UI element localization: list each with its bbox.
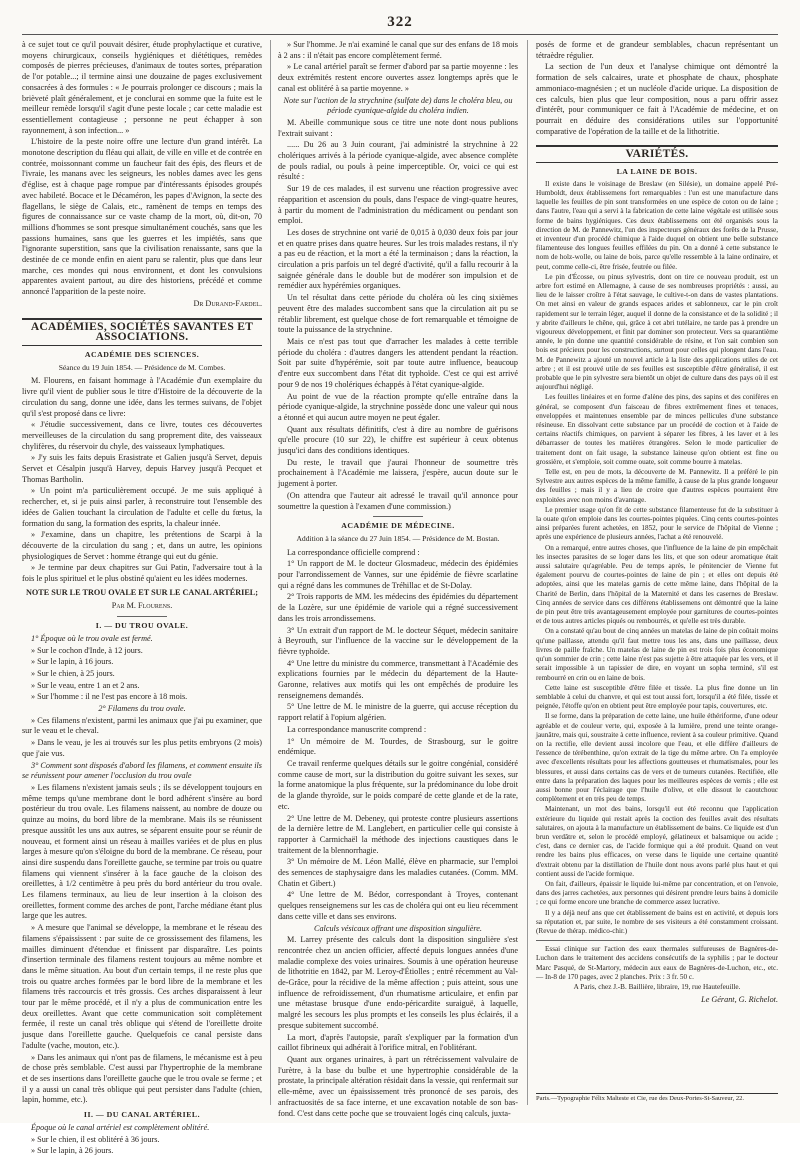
paragraph: » Le canal artériel paraît se fermer d'abord par sa partie moyenne : les deux extrémités restent encore ouvertes assez longtemps après que le canal est oblitéré à sa partie moyenne. » (278, 62, 518, 93)
paragraph: (On attendra que l'auteur ait adressé le travail qu'il annonce pour soumettre la question à l'examen d'une commission.) (278, 490, 518, 511)
divider (536, 940, 778, 941)
paragraph: Quant aux résultats définitifs, c'est à dire au nombre de guérisons qu'elle procure (10 sur 22), le chiffre est supérieur à ceux obtenus jusqu'ici dans des conditions identiques. (278, 424, 518, 456)
subsection-title: I. — DU TROU OVALE. (95, 621, 189, 631)
paragraph: » Les filamens n'existent jamais seuls ; ils se développent toujours en même temps qu'une membrane dont le bord adhérent s'insère au bord postérieur du trou ovale. Les filamens naissent, au nombre de douze ou quinze au moins, du bord libre de la membrane. Mais ils se réunissent presque aussitôt les uns aux autres, se séparent ensuite pour se réunir de nouveau, et forment ainsi un réseau à mailles variées et de plus en plus larges à mesure qu'on s'éloigne du bord de la membrane. Ce réseau, pour ainsi dire suspendu dans l'oreillette gauche, se termine par trois ou quatre filamens qui viennent s'insérer à la face gauche de la cloison des oreillettes, à 1/2 centimètre à peu près du bord antérieur du trou ovale. Les filamens terminaux, au lieu de leur insertion à la cloison des oreillettes, forment comme des arches de pont, l'arche médiane étant plus large que les autres. (22, 783, 262, 921)
paragraph: » A mesure que l'animal se développe, la membrane et le réseau des filamens s'épaississent : par suite de ce grossissement des filamens, les mailles diminuent d'étendue et finissent par disparaître. Les points d'insertion terminale des filamens restent toujours au même nombre et dans le même situation. Au bout d'un certain temps, il ne reste plus que trois ou quatre arches formées par le bord libre de la membrane et les filamens très raccourcis et très grossis. Ces arches disparaissent à leur tour par le même procédé, et il n'y a plus de communication entre les deux oreillettes. Avant que cette communication soit complètement fermée, il reste un canal très oblique qui s'étend de l'oreillette droite jusque dans l'oreillette gauche. Quelquefois ce canal persiste dans l'adulte (vache, mouton, etc.). (22, 923, 262, 1050)
paragraph: 1° Un mémoire de M. Tourdes, de Strasbourg, sur le goitre endémique. (278, 736, 518, 757)
paragraph: La correspondance manuscrite comprend : (287, 724, 427, 734)
paragraph: » Un point m'a particulièrement occupé. Je me suis appliqué à rechercher, et, si je puis ainsi parler, à reconstruire tout l'ensemble des idées de Galien touchant la circulation de l'adulte et celle du fœtus, la formation du sang, la formation des esprits, la chaleur innée. (22, 486, 262, 528)
paragraph: Maintenant, un mot des bains, lorsqu'il eut été reconnu que l'application extérieure du liquide qui restait après la coction des feuilles avait des résultats salutaires, on ajouta à la manufacture un établissement de bains. Ce liquide est d'un brun verdâtre et, selon le procédé employé, gélatineux et balsamique ou acide ; c'est, dans ce dernier cas, de l'acide formique qui a été produit. Quand on veut rendre les bains plus efficaces, on verse dans le liquide une certaine quantité d'extrait obtenu par la distillation de l'huile dont nous avons parlé plus haut et qui contient aussi de l'acide formique. (536, 805, 778, 878)
subsection-title: II. — DU CANAL ARTÉRIEL. (83, 1110, 201, 1120)
column-1 (22, 40, 262, 1156)
epoch-heading: 1° Époque où le trou ovale est fermé. (31, 633, 153, 643)
printer-imprint: Paris.—Typographie Félix Malteste et Cie, rue des Deux-Portes-St-Sauveur, 22. (536, 1093, 778, 1102)
paragraph: Telle est, en peu de mots, la découverte de M. Pannewitz. Il a préféré le pin Sylvestre aux autres espèces de la même famille, à cause de la plus grande longueur des feuilles ; mais il y a lieu de croire que d'autres espèces pourraient être exploitées avec non moins d'avantage. (536, 468, 778, 504)
advertisement: Essai clinique sur l'action des eaux thermales sulfureuses de Bagnères-de-Luchon dans le traitement des accidens consécutifs de la syphilis ; par le docteur Marc Pasqué, de St-Martory, médecin aux eaux de Bagnères-de-Luchon, etc., etc. — In-8 de 170 pages, avec 2 planches. Prix : 3 fr. 50 c. (536, 945, 778, 981)
paragraph: » Je termine par deux chapitres sur Gui Patin, l'adversaire tout à la fois le plus spirituel et le plus obstiné qu'aient eu les idées modernes. (22, 563, 262, 584)
column-3 (536, 40, 778, 1110)
author-signature: Dr Durand-Fardel. (193, 298, 262, 308)
paragraph: » Dans le veau, je les ai trouvés sur les plus petits embryons (2 mois) que j'aie vus. (22, 738, 262, 758)
page-number: 322 (387, 14, 413, 30)
paragraph: Ce travail renferme quelques détails sur le goitre congénial, considéré comme cause de mort, sur la distribution du goitre suivant les sexes, sur la forme anatomique la plus fréquente, sur la prédominance du lobe droit de la glande thyroïde, sur le poids comparé de cette glande et de la rate, etc. (278, 759, 518, 811)
column-divider (527, 40, 528, 1105)
top-rule (22, 34, 778, 35)
paragraph: On fait, d'ailleurs, épaissir le liquide lui-même par concentration, et on l'envoie, dans des jarres cachetées, aux personnes qui désirent prendre leurs bains à domicile ; ce qui forme encore une branche de commerce assez lucrative. (536, 879, 778, 907)
paragraph: Quant aux organes urinaires, à part un rétrécissement valvulaire de l'urètre, à la base du bulbe et une hypertrophie considérable de la prostate, la principale altération résidait dans la vessie, qui renfermait sur elle-même, avec un épaississement très prononcé de ses parois, des anfractuosités de sa face interne, et une excavation notable de son bas-fond. C'est dans cette poche que se trouvaient logés cinq calculs, juxta- (278, 1054, 518, 1118)
advertisement-publisher: A Paris, chez J.-B. Baillière, libraire, 19, rue Hautefeuille. (573, 983, 741, 991)
list-item: » Sur l'homme : il ne l'est pas encore à 18 mois. (31, 692, 188, 702)
seance-line: Addition à la séance du 27 Juin 1854. — Présidence de M. Bostan. (296, 533, 500, 543)
paragraph: M. Larrey présente des calculs dont la disposition singulière s'est rencontrée chez un ancien officier, affecté depuis longues années d'une maladie complexe des voies urinaires. Soumis à une opération heureuse de lithotritie en 1842, par M. Leroy-d'Étiolles ; entré récemment au Val-de-Grâce, pour la récidive de la même affection ; puis atteint, sous une influence de refroidissement, d'un rhumatisme articulaire, et enfin par une métastase brusque d'une endo-péricardite suraiguë, à laquelle, malgré les secours les plus prompts et les conseils les plus éclairés, il a presque subitement succombé. (278, 935, 518, 1030)
paragraph: Il existe dans le voisinage de Breslaw (en Silésie), un domaine appelé Pré-Humboldt, deux établissemens fort remarquables : l'un est une manufacture dans laquelle les feuilles de pin sont transformées en une espèce de coton ou de laine ; dans l'autre, l'eau qui a servi à la fabrication de cette laine végétale est utilisée sous forme de bains hygiéniques. Ces deux établissemens ont été organisés sous la direction de M. de Pannewitz, l'un des inspecteurs généraux des forêts de la Prusse, et inventeur d'un procédé chimique à l'aide duquel on obtient une belle substance filamenteuse des longues feuilles effilées du pin. On a donné à cette substance le nom de holz-wolle, ou laine de bois, parce qu'elle ressemble à la laine ordinaire, et peut, comme celle-ci, être frisée, feutrée ou filée. (536, 179, 778, 271)
section-heading: VARIÉTÉS. (536, 145, 778, 163)
paragraph: 4° Une lettre de M. Bédor, correspondant à Troyes, contenant quelques renseignemens sur les cas de choléra qui ont eu lieu récemment dans cette ville et dans ses environs. (278, 890, 518, 921)
academy-title: ACADÉMIE DES SCIENCES. (84, 349, 200, 359)
paragraph: Le pin d'Écosse, ou pinus sylvestris, dont on tire ce nouveau produit, est un arbre fort estimé en Allemagne, à cause de ses nombreuses propriétés : aussi, au lieu de le laisser croître à l'état sauvage, le cultive-t-on dans de vastes plantations. On met ainsi en valeur de grands espaces arides et sablonneux, car le pin croît rapidement sur le terrain léger, auquel il donne de la consistance et de la solidité ; il y abrite d'ailleurs le chêne, qui, grâce à cet abri tutélaire, ne tarde pas à prendre un vigoureux développement, et finit par dominer son protecteur. Vers sa quarantième année, le pin donne une quantité considérable de résine, et l'on sait combien son bois est précieux pour les constructions, surtout pour celles qui plongent dans l'eau. M. de Pannewitz a ajouté un nouvel article à la liste des applications utiles de cet arbre ; et il est prouvé utile de ses feuilles est susceptible d'être généralisé, il est probable que le pin sylvestre sera bientôt un objet de culture dans des pays où il est aujourd'hui négligé. (536, 272, 778, 392)
paragraph: Mais ce n'est pas tout que d'arracher les malades à cette terrible période du choléra : d'autres dangers les attendent pendant la réaction. Soit par suite d'hypérémie, soit par toute autre influence, beaucoup d'entre eux succombent dans l'état dit typhoïde. C'est ce qui est arrivé pour 9 de nos 19 cholériques échappés à l'état cyanique-algide. (278, 336, 518, 389)
paragraph: 3° Comment sont disposés d'abord les filamens, et comment ensuite ils se réunissent pour amener l'occlusion du trou ovale (22, 760, 262, 781)
paragraph: posés de forme et de grandeur semblables, chacun représentant un tétraèdre régulier. (536, 40, 778, 60)
gerant-signature: Le Gérant, G. Richelot. (701, 995, 778, 1005)
note-title: NOTE SUR LE TROU OVALE ET SUR LE CANAL ARTÉRIEL; (26, 587, 258, 597)
column-2 (278, 40, 518, 1118)
article-title: LA LAINE DE BOIS. (616, 167, 698, 177)
note-title: Note sur l'action de la strychnine (sulfate de) dans le choléra bleu, ou période cyanique-algide du choléra indien. (283, 95, 513, 116)
paragraph: » Dans les animaux qui n'ont pas de filamens, le mécanisme est à peu de chose près semblable. C'est aussi par l'hypertrophie de la membrane et de ses insertions dans l'oreillette gauche que le trou ovale se ferme ; et il y a aussi un canal très oblique qui peut persister dans l'adulte (chien, lapin, homme, etc.). (22, 1052, 262, 1105)
paragraph: Le premier usage qu'on fit de cette substance filamenteuse fut de la substituer à la ouate qu'on emploie dans les courtes-pointes piquées. Cinq cents courtes-pointes ainsi préparées furent achetées, en 1852, pour le service de l'hôpital de Vienne ; après une expérience de plusieurs années, l'achat a été renouvelé. (536, 505, 778, 542)
paragraph: Il se forme, dans la préparation de cette laine, une huile éthériforme, d'une odeur agréable et de couleur verte, qui, exposée à la lumière, prend une teinte orange-jaunâtre, mais qui, soustraite à cette influence, revient à sa couleur primitive. Quand on la rectifie, elle devient aussi incolore que l'eau, et elle diffère d'ailleurs de l'essence de térébenthine, qu'on extrait de la tige du même arbre. On l'a employée avec d'excellents résultats pour les affections goutteuses et rhumatismales, pour les blessures, et aussi dans certains cas de vers et de tumeurs cutanées. Rectifiée, elle entre dans la préparation des laques pour les meilleures espèces de vernis ; elle est aussi bonne pour l'éclairage que l'huile d'olive, et elle dissout le caoutchouc complètement et en très peu de temps. (536, 712, 778, 804)
paragraph: Il y a déjà neuf ans que cet établissement de bains est en activité, et depuis lors sa réputation et, par suite, le nombre de ses visiteurs a été constamment croissant. (Revue de thérap. médico-chir.) (536, 908, 778, 935)
paragraph: La mort, d'après l'autopsie, paraît s'expliquer par la formation d'un caillot fibrineux qui adhérait à l'orifice mitral, en l'oblitérant. (278, 1032, 518, 1053)
calc-heading: Calculs vésicaux offrant une disposition singulière. (314, 923, 482, 933)
paragraph: » J'examine, dans un chapitre, les prétentions de Scarpi à la découverte de la circulation du sang ; et, dans un autre, les opinions physiologiques de Servet : homme étrange qui eut du génie. (22, 530, 262, 561)
note-author: Par M. Flourens. (111, 601, 173, 611)
paragraph: 2° Trois rapports de MM. les médecins des épidémies du département de la Lozère, sur une épidémie de variole qui a régné successivement dans les trois arrondissemens. (278, 592, 518, 623)
paragraph: 3° Un extrait d'un rapport de M. le docteur Séquet, médecin sanitaire à Beyrouth, sur l'influence de la vaccine sur le développement de la fièvre typhoïde. (278, 625, 518, 656)
list-item: » Sur le cochon d'Inde, à 12 jours. (31, 645, 143, 655)
paragraph: « J'étudie successivement, dans ce livre, toutes ces découvertes merveilleuses de la circulation du sang proprement dite, des vaisseaux chylifères, du réservoir du chyle, des vaisseaux lymphatiques. (22, 420, 262, 451)
paragraph: à ce sujet tout ce qu'il pouvait désirer, étude prophylactique et curative, moyens chirurgicaux, conseils hygiéniques et diététiques, remèdes composés de pierres précieuses, d'animaux de toutes sortes, préparation de l'or potable...; il termine ainsi une douzaine de pages exclusivement consacrées à des formules : « Je pourrais prolonger ce discours ; mais la brièveté plaît généralement, et je conclurai en somme que la fuite est le meilleur remède lorsqu'il s'agit d'une peste locale ; car cette maladie est essentiellement contagieuse ; personne ne peut échapper à son rayonnement, à son infection... » (22, 40, 262, 135)
paragraph: Du reste, le travail que j'aurai l'honneur de soumettre très prochainement à l'Académie me laissera, j'espère, aucun doute sur le jugement à porter. (278, 457, 518, 489)
academy-title: ACADÉMIE DE MÉDECINE. (341, 521, 455, 531)
paragraph: 1° Un rapport de M. le docteur Glosmadeuc, médecin des épidémies pour l'arrondissement de Vannes, sur une épidémie de fièvre scarlatine qui a régné dans les communes de Tréhillac et de St-Dolay. (278, 559, 518, 590)
paragraph: La correspondance officielle comprend : (287, 547, 420, 557)
divider (117, 616, 167, 617)
list-item: » Sur le veau, entre 1 an et 2 ans. (31, 680, 140, 690)
paragraph: Au point de vue de la réaction prompte qu'elle entraîne dans la période cyanique-algide, la strychnine possède donc une valeur qui nous a étonné et qui aucun autre moyen ne peut égaler. (278, 391, 518, 422)
paragraph: Sur 19 de ces malades, il est survenu une réaction progressive avec réapparition et ascension du pouls, dans l'espace de vingt-quatre heures, à partir du moment de l'administration du médicament ou pendant son emploi. (278, 184, 518, 226)
list-item: » Sur le lapin, à 26 jours. (31, 1146, 114, 1156)
list-item: » Sur le chien, à 25 jours. (31, 668, 115, 678)
paragraph: On a remarqué, entre autres choses, que l'influence de la laine de pin empêchait les insectes parasites de se loger dans les lits, et que son odeur aromatique était aussi salutaire qu'agréable. Peu de temps après, le pénitencier de Vienne fut également pourvu de courtes-pointes de laine de pin ; et elles ont depuis été adoptées, ainsi que les matelas garnis de cette même laine, dans l'hôpital de la Charité de Berlin, dans l'hôpital de la Maternité et dans les casernes de Breslaw. Cinq années de service dans ces différens établissemens ont démontré que la laine de pin peut être très avantageusement employée pour garnitures de courtes-pointes et de tous autres articles piqués ou rembourrés, et qu'elle est très durable. (536, 543, 778, 626)
paragraph: Les feuilles linéaires et en forme d'alène des pins, des sapins et des conifères en général, se composent d'un faisceau de fibres extrêmement fines et tenaces, enveloppées et maintenues ensemble par de minces pellicules d'une substance résineuse. En dissolvant cette substance par un procédé de coction et à l'aide de certains réactifs chimiques, on parvient à séparer les fibres, à les laver et à les débarrasser de toutes les matières étrangères. Selon le mode particulier de traitement dont on fait usage, la substance laineuse qu'on obtient est fine ou grossière, et s'emploie, soit comme ouate, soit comme bourre à matelas. (536, 393, 778, 466)
paragraph: M. Flourens, en faisant hommage à l'Académie d'un exemplaire du livre qu'il vient de publier sous le titre d'Histoire de la découverte de la circulation du sang, donne une idée, dans les termes suivans, de l'objet qu'il s'est proposé dans ce livre: (22, 376, 262, 418)
paragraph: Les doses de strychnine ont varié de 0,015 à 0,030 deux fois par jour et en quatre prises dans quatre heures. Sur les trois malades restans, il n'y a pas eu de réaction, et la mort a été la terminaison ; dans la réaction, la circulation a pris parfois un tel degré d'activité, qu'il a fallu recourir à la saignée générale dans le double but de modérer son impulsion et de remédier aux hypérémies organiques. (278, 227, 518, 291)
column-divider (270, 40, 271, 1105)
paragraph: » J'y suis les faits depuis Erasistrate et Galien jusqu'à Servet, depuis Servet et Césalpin jusqu'à Harvey, depuis Harvey jusqu'à Pecquet et Thomas Bartholin. (22, 453, 262, 484)
list-item: » Sur le chien, il est oblitéré à 36 jours. (31, 1134, 160, 1144)
divider (373, 516, 423, 517)
epoch-heading: Époque où le canal artériel est complètement oblitéré. (31, 1122, 210, 1132)
section-heading: ACADÉMIES, SOCIÉTÉS SAVANTES ET ASSOCIATIONS. (22, 318, 262, 346)
paragraph: » Ces filamens n'existent, parmi les animaux que j'ai pu examiner, que sur le veau et le cheval. (22, 715, 262, 736)
paragraph: » Sur l'homme. Je n'ai examiné le canal que sur des enfans de 18 mois à 2 ans : il n'était pas encore complètement fermé. (278, 40, 518, 60)
paragraph: Cette laine est susceptible d'être filée et tissée. La plus fine donne un lin semblable à celui du chanvre, et qui est tout aussi fort, lorsqu'il a été filée, tissée et peignée, l'étoffe qu'on en obtient peut être employée pour tapis, couvertures, etc. (536, 683, 778, 711)
paragraph: Un tel résultat dans cette période du choléra où les cinq sixièmes peuvent être des malades succombent sans que la circulation ait pu se rétablir librement, est quelque chose de fort remarquable et témoigne de toute la puissance de la strychnine. (278, 293, 518, 335)
epoch-heading: 2° Filamens du trou ovale. (98, 704, 186, 714)
paragraph: 3° Un mémoire de M. Léon Mallé, élève en pharmacie, sur l'emploi des semences de staphysaigre dans les maladies cutanées. (Comm. MM. Chatin et Gibert.) (278, 857, 518, 888)
paragraph: ...... Du 26 au 3 Juin courant, j'ai administré la strychnine à 22 cholériques arrivés à la période cyanique-algide, avec absence complète de pouls radial, ou pouls à peine imperceptible. Or, voici ce qui est résulté : (278, 140, 518, 182)
seance-line: Séance du 19 Juin 1854. — Présidence de M. Combes. (58, 362, 226, 372)
paragraph: La section de l'un deux et l'analyse chimique ont démontré la formation de sels calcaires, urate et phosphate de chaux, phosphate ammoniaco-magnésien ; et un nucléole d'acide urique. La disposition de ces calculs, bien plus que leur composition, nous a paru offrir assez d'intérêt, pour communiquer ce fait à l'Académie de médecine, et on pourrait en déduire des considérations utiles sur l'opportunité comparative de l'opération de la taille et de la lithotritie. (536, 62, 778, 136)
paragraph: 4° Une lettre du ministre du commerce, transmettant à l'Académie des explications fournies par le médecin du département de la Haute-Garonne, relatives aux motifs qui les ont empêchés de produire les renseignemens demandés. (278, 658, 518, 700)
paragraph: On a constaté qu'au bout de cinq années un matelas de laine de pin coûtait moins qu'une paillasse, attendu qu'il faut mettre tous les ans, dans une paillasse, deux livres de paille fraîche. Un matelas de laine de pin est trois fois plus économique qu'un sommier de crin ; cette laine n'est pas sujette à être attaquée par les vers, et il serait impossible à un tapissier de dire, en voyant un sopha terminé, s'il est rembourré en crin ou en laine de bois. (536, 627, 778, 682)
paragraph: 2° Une lettre de M. Debeney, qui proteste contre plusieurs assertions de la dernière lettre de M. Langlebert, en particulier celle qui consiste à rapporter à Carmichaël la méthode des injections caustiques dans le traitement de la blennorrhagie. (278, 813, 518, 855)
list-item: » Sur le lapin, à 16 jours. (31, 657, 114, 667)
paragraph: M. Abeille communique sous ce titre une note dont nous publions l'extrait suivant : (278, 117, 518, 138)
paragraph: L'histoire de la peste noire offre une lecture d'un grand intérêt. La monotone description du fléau qui allait, de ville en ville et de contrée en contrée, moissonnant comme un faucheur fait des épis, des fleurs et de l'ivraie, les manans avec les seigneurs, les nobles dames avec les gens d'église, est à chaque page rompue par d'intéressants épisodes groupés avec habileté. Bocace et le Décaméron, les papes d'Avignon, la secte des flagellans, le siège de Calais, etc., ramènent de temps en temps des figures de connaissance sur ce vaste champ de la mort, où, dit-on, 70 millions d'hommes se sont presque simultanément couchés, sans que les passions humaines, sans que les guerres et les impiétés, sans que l'ignorante superstition, sans que la civilisation renaissante, sans que la destinée de ce monde enfin en aient paru se ralentir, plus que dans leur marche, ces mondes qui nous environnent, et dont les convulsions apparentes avaient partout, au dire des historiens, précédé et comme annoncé l'apparition de la peste noire. (22, 137, 262, 297)
paragraph: 5° Une lettre de M. le ministre de la guerre, qui accuse réception du rapport relatif à l'opium algérien. (278, 702, 518, 723)
